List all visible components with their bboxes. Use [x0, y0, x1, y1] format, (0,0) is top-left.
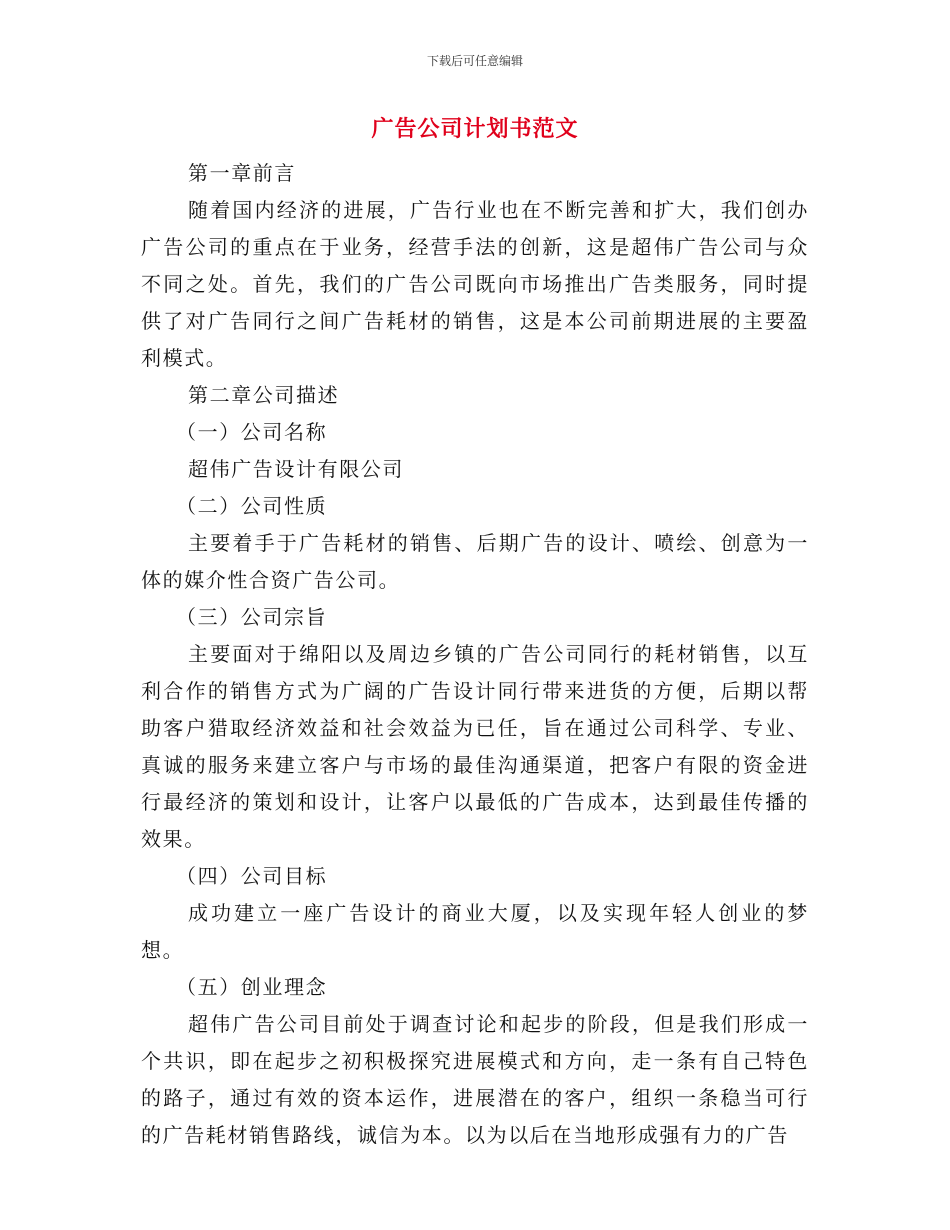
paragraph: （三）公司宗旨 [176, 605, 328, 629]
paragraph: 主要着手于广告耗材的销售、后期广告的设计、喷绘、创意为一体的媒介性合资广告公司。 [141, 531, 809, 592]
paragraph: 超伟广告设计有限公司 [188, 457, 404, 481]
paragraph: 超伟广告公司目前处于调查讨论和起步的阶段，但是我们形成一个共识，即在起步之初积极探究进展模式和方向，走一条有自己特色的路子，通过有效的资本运作，进展潜在的客户，组织一条稳当可行的广告耗材销售路线，诚信为本。以为以后在当地形成强有力的广告 [141, 1012, 809, 1147]
document-title: 广告公司计划书范文 [371, 116, 579, 142]
paragraph: （四）公司目标 [176, 864, 328, 888]
paragraph: （五）创业理念 [176, 975, 328, 999]
paragraph: 第一章前言 [188, 161, 296, 185]
paragraph: （二）公司性质 [176, 494, 328, 518]
document-body [141, 155, 809, 1154]
paragraph: 主要面对于绵阳以及周边乡镇的广告公司同行的耗材销售，以互利合作的销售方式为广阔的广告设计同行带来进货的方便，后期以帮助客户猎取经济效益和社会效益为已任，旨在通过公司科学、专业、真诚的服务来建立客户与市场的最佳沟通渠道，把客户有限的资金进行最经济的策划和设计，让客户以最低的广告成本，达到最佳传播的效果。 [141, 642, 809, 851]
paragraph: （一）公司名称 [176, 420, 328, 444]
paragraph: 随着国内经济的进展，广告行业也在不断完善和扩大，我们创办广告公司的重点在于业务，经营手法的创新，这是超伟广告公司与众不同之处。首先，我们的广告公司既向市场推出广告类服务，同时提供了对广告同行之间广告耗材的销售，这是本公司前期进展的主要盈利模式。 [141, 198, 809, 370]
paragraph: 成功建立一座广告设计的商业大厦，以及实现年轻人创业的梦想。 [141, 901, 809, 962]
paragraph: 第二章公司描述 [188, 383, 340, 407]
page-header: 下载后可任意编辑 [426, 54, 523, 68]
